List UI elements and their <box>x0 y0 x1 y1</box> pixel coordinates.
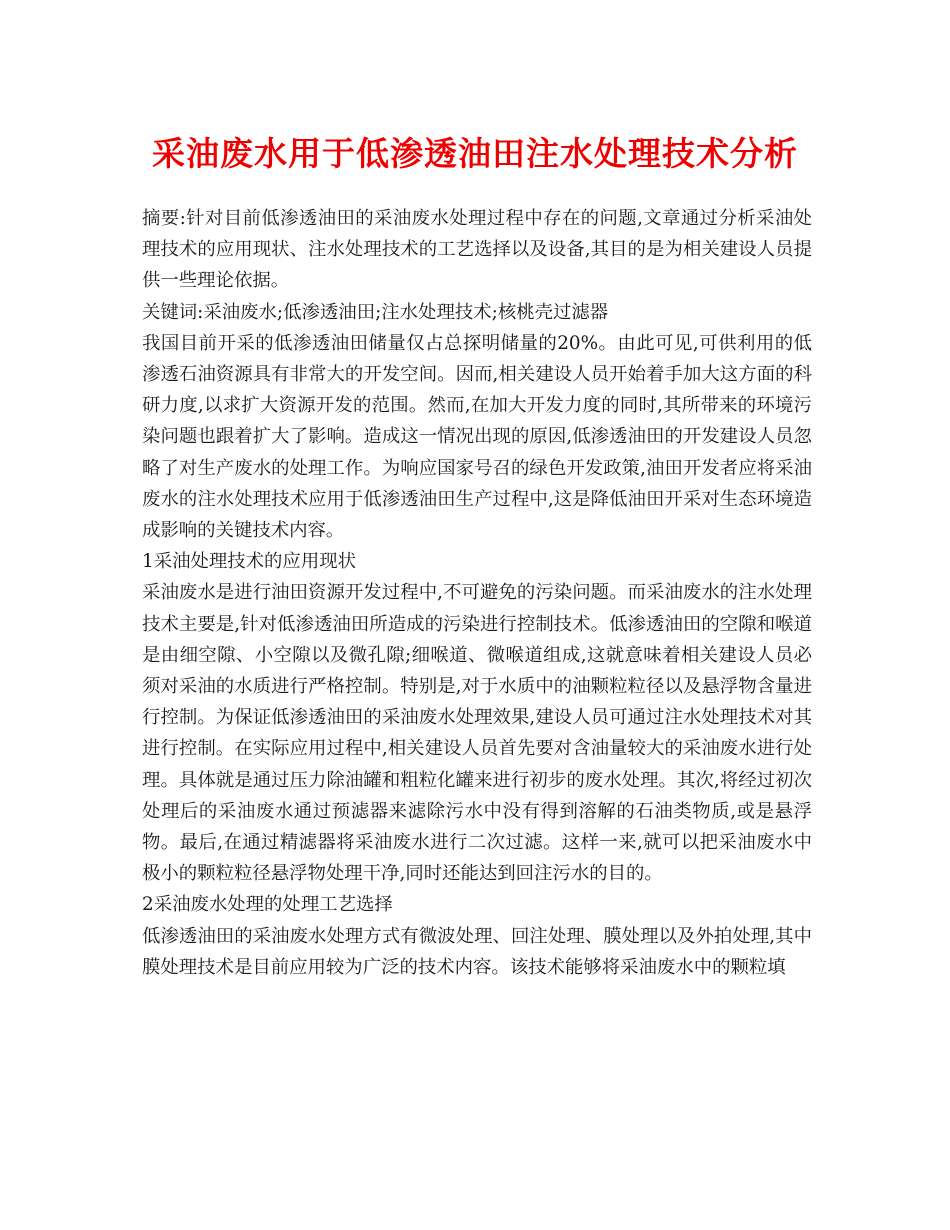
abstract-paragraph: 摘要:针对目前低渗透油田的采油废水处理过程中存在的问题,文章通过分析采油处理技术的应用现状、注水处理技术的工艺选择以及设备,其目的是为相关建设人员提供一些理论依据。 <box>142 208 812 292</box>
section-2-paragraph: 低渗透油田的采油废水处理方式有微波处理、回注处理、膜处理以及外拍处理,其中膜处理技术是目前应用较为广泛的技术内容。该技术能够将采油废水中的颗粒填 <box>142 925 812 978</box>
keywords-paragraph: 关键词:采油废水;低渗透油田;注水处理技术;核桃壳过滤器 <box>142 301 609 323</box>
section-1-heading: 1采油处理技术的应用现状 <box>142 551 356 573</box>
document-title: 采油废水用于低渗透油田注水处理技术分析 <box>152 134 798 173</box>
section-2-heading: 2采油废水处理的处理工艺选择 <box>142 894 393 916</box>
document-body <box>142 203 812 983</box>
section-1-paragraph: 采油废水是进行油田资源开发过程中,不可避免的污染问题。而采油废水的注水处理技术主要是,针对低渗透油田所造成的污染进行控制技术。低渗透油田的空隙和喉道是由细空隙、小空隙以及微孔隙;细喉道、微喉道组成,这就意味着相关建设人员必须对采油的水质进行严格控制。特别是,对于水质中的油颗粒粒径以及悬浮物含量进行控制。为保证低渗透油田的采油废水处理效果,建设人员可通过注水处理技术对其进行控制。在实际应用过程中,相关建设人员首先要对含油量较大的采油废水进行处理。具体就是通过压力除油罐和粗粒化罐来进行初步的废水处理。其次,将经过初次处理后的采油废水通过预滤器来滤除污水中没有得到溶解的石油类物质,或是悬浮物。最后,在通过精滤器将采油废水进行二次过滤。这样一来,就可以把采油废水中极小的颗粒粒径悬浮物处理干净,同时还能达到回注污水的目的。 <box>142 582 812 885</box>
intro-paragraph: 我国目前开采的低渗透油田储量仅占总探明储量的20%。由此可见,可供利用的低渗透石油资源具有非常大的开发空间。因而,相关建设人员开始着手加大这方面的科研力度,以求扩大资源开发的范围。然而,在加大开发力度的同时,其所带来的环境污染问题也跟着扩大了影响。造成这一情况出现的原因,低渗透油田的开发建设人员忽略了对生产废水的处理工作。为响应国家号召的绿色开发政策,油田开发者应将采油废水的注水处理技术应用于低渗透油田生产过程中,这是降低油田开采对生态环境造成影响的关键技术内容。 <box>142 332 812 542</box>
